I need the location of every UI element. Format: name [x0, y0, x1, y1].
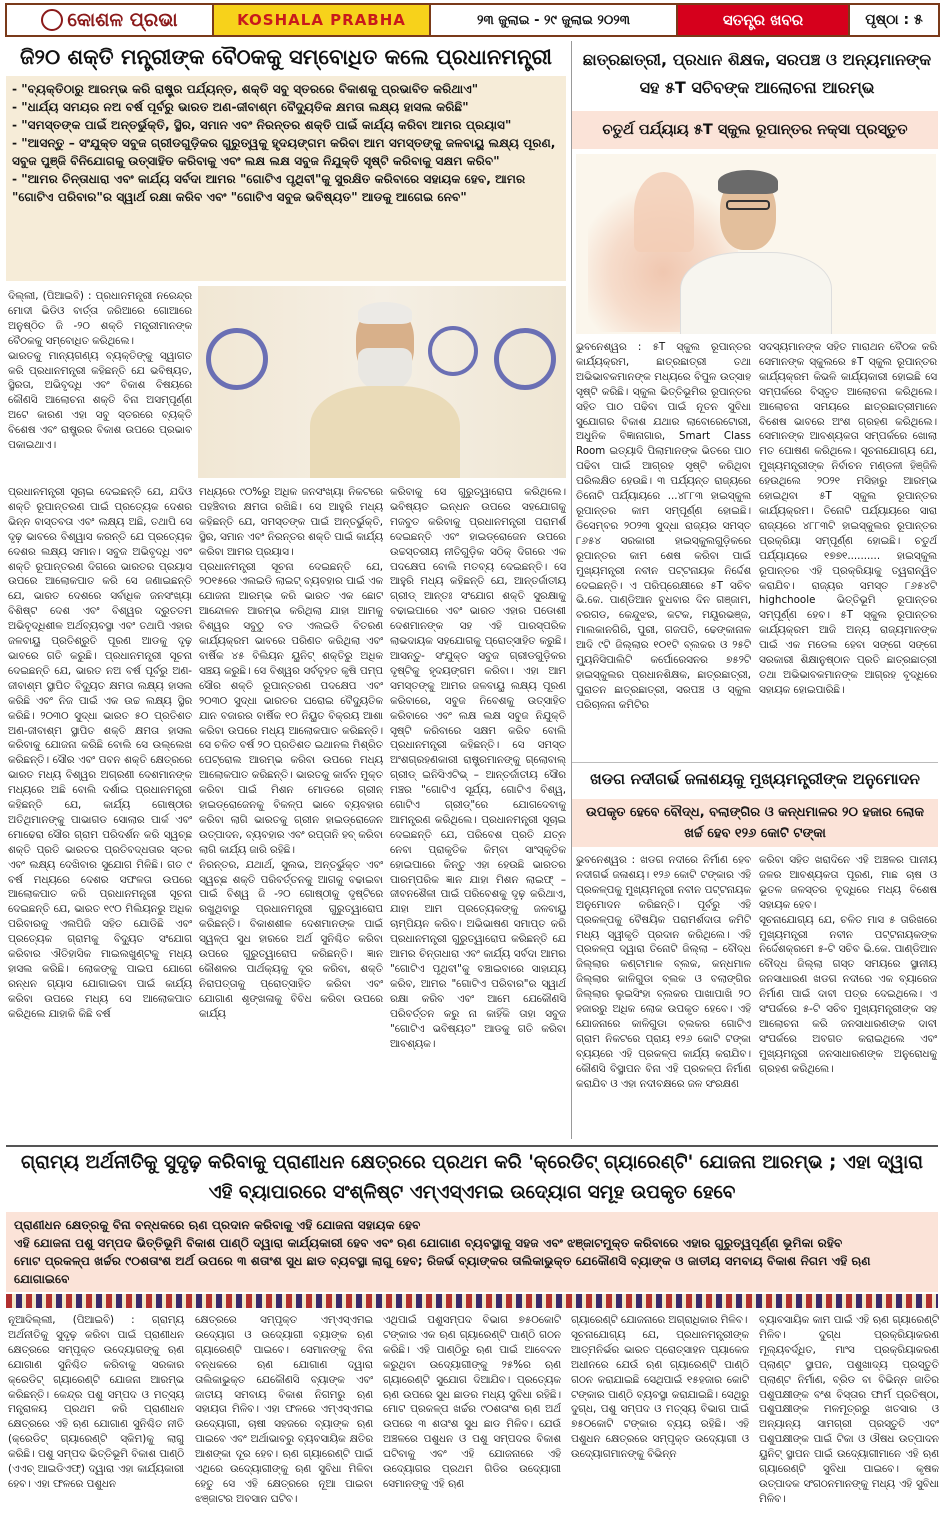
naveen-glasses: [726, 200, 770, 210]
naveen-patnaik-photo: [576, 154, 936, 334]
article1-bullet: - "ଆସନ୍ତୁ – ସଂଯୁକ୍ତ ସବୁଜ ଗ୍ରୀଡଗୁଡ଼ିକର ଗୁରୁତ୍ୱକୁ ହୃଦୟଙ୍ଗମ କରିବା ଆମ ସମସ୍ତଙ୍କୁ ଜଳବାୟୁ ଲକ୍ଷ୍ୟ ପୂରଣ, ସବୁଜ ପୁଞ୍ଜି ବିନିଯୋଗକୁ ଉତ୍ସାହିତ କରିବାକୁ ଏବଂ ଲକ୍ଷ ଲକ୍ଷ ସବୁଜ ନିଯୁକ୍ତି ସୃଷ୍ଟି କରିବାକୁ ସକ୍ଷମ କରିବ": [12, 136, 556, 168]
masthead: [5, 3, 940, 37]
article1-bullet: - "ଧାର୍ଯ୍ୟ ସମୟର ନଅ ବର୍ଷ ପୂର୍ବରୁ ଭାରତ ଅଣ-ଜୀବାଶ୍ମ ବୈଦ୍ୟୁତିକ କ୍ଷମତା ଲକ୍ଷ୍ୟ ହାସଲ କରିଛି": [12, 100, 469, 114]
article1-col3: କରିବାକୁ ସେ ଗୁରୁତ୍ୱାରୋପ କରିଥିଲେ। ଭବିଷ୍ୟତ ଇନ୍ଧନ ଉପରେ ସହଯୋଗକୁ ମଜବୁତ କରିବାକୁ ପ୍ରଧାନମନ୍ତ୍ରୀ ପରାମର୍ଶ ଦେଇଛନ୍ତି ଏବଂ ହାଇଡ୍ରୋଜେନ ଉପରେ ଉଚ୍ଚସ୍ତରୀୟ ନୀତିଗୁଡ଼ିକ ସଠିକ୍ ଦିଗରେ ଏକ ପଦକ୍ଷେପ ବୋଲି ମତବ୍ୟ ଦେଇଛନ୍ତି। ସେ ଆହୁରି ମଧ୍ୟ କହିଛନ୍ତି ଯେ, ଆନ୍ତର୍ଜାତୀୟ ଗ୍ରୀଡ୍ ଆନ୍ତଃ ସଂଯୋଗ ଶକ୍ତି ସୁରକ୍ଷାକୁ ବଢାଇପାରେ ଏବଂ ଭାରତ ଏହାର ପଡୋଶୀ ଦେଶମାନଙ୍କ ସହ ଏହି ପାରସ୍ପରିକ ଲାଭଦାୟକ ସହଯୋଗକୁ ପ୍ରୋତ୍ସାହିତ କରୁଛି। ଆସନ୍ତୁ- ସଂଯୁକ୍ତ ସବୁଜ ଗ୍ରୀଡଗୁଡ଼ିକର ଦୃଷ୍ଟିକୁ ହୃଦୟଙ୍ଗମ କରିବା। ଏହା ଆମ ସମସ୍ତଙ୍କୁ ଆମର ଜଳବାୟୁ ଲକ୍ଷ୍ୟ ପୂରଣ କରିବାରେ, ସବୁଜ ନିବେଶକୁ ଉତ୍ସାହିତ କରିବାରେ ଏବଂ ଲକ୍ଷ ଲକ୍ଷ ସବୁଜ ନିଯୁକ୍ତି ସୃଷ୍ଟି କରିବାରେ ସକ୍ଷମ କରିବ ବୋଲି ପ୍ରଧାନମନ୍ତ୍ରୀ କହିଛନ୍ତି। ସେ ସମସ୍ତ ଅଂଶଗ୍ରହଣକାରୀ ରାଷ୍ଟ୍ରମାନଙ୍କୁ ଗ୍ଲୋବାଲ୍ ଗ୍ରୀଡ୍ ଇନିସିଏଟିଭ୍ – ଆନ୍ତର୍ଜାତୀୟ ସୌର ମଞ୍ଚର "ଗୋଟିଏ ସୂର୍ଯ୍ୟ, ଗୋଟିଏ ବିଶ୍ୱ, ଗୋଟିଏ ଗ୍ରୀଡ୍"ରେ ଯୋଗଦେବାକୁ ଆମନ୍ତ୍ରଣ କରିଥିଲେ। ପ୍ରଧାନମନ୍ତ୍ରୀ ସୂଚାଇ ଦେଇଛନ୍ତି ଯେ, ପରିବେଶ ପ୍ରତି ଯତ୍ନ ନେବା ପ୍ରାକୃତିକ କିମ୍ବା ସାଂସ୍କୃତିକ ହୋଇପାରେ କିନ୍ତୁ ଏହା ହେଉଛି ଭାରତର ପାରମ୍ପରିକ ଜ୍ଞାନ ଯାହା ମିଶନ ଲାଇଫ୍ – ଜୀବନଶୈଳୀ ପାଇଁ ପରିବେଶକୁ ଦୃଢ଼ କରିଥାଏ, ଯାହା ଆମ ପ୍ରତ୍ୟେକଙ୍କୁ ଜଳବାୟୁ ଚାମ୍ପିୟନ କରିବ। ଅଭିଭାଷଣ ସମାପ୍ତ କରି ପ୍ରଧାନମନ୍ତ୍ରୀ ଗୁରୁତ୍ୱାରୋପ କରିଛନ୍ତି ଯେ ଆମର ଚିନ୍ତାଧାରା ଏବଂ କାର୍ଯ୍ୟ ସର୍ବଦା ଆମର "ଗୋଟିଏ ପୃଥିବୀ"କୁ ବଞ୍ଚାଇବାରେ ସାହାଯ୍ୟ କରିବ, ଆମର "ଗୋଟିଏ ପରିବାର"ର ସ୍ୱାର୍ଥ ରକ୍ଷା କରିବ ଏବଂ ଆମେ ଯେକୌଣସି ପରିବର୍ତ୍ତନ କରୁ ନା କାହିଁକି ତାହା ସବୁଜ "ଗୋଟିଏ ଭବିଷ୍ୟତ" ଆଡକୁ ଗତି କରିବା ଆବଶ୍ୟକ।: [390, 486, 566, 1050]
article3-subheadline: ଉପକୃତ ହେବେ ବୌଦ୍ଧ, ବଲାଙ୍ଗିର ଓ କନ୍ଧମାଳର ୨୦ ହଜାର ଲୋକ ଖର୍ଚ୍ଚ ହେବ ୧୨୬ କୋଟି ଟଙ୍କା: [572, 799, 938, 847]
article4-col4: ଗ୍ୟାରେଣ୍ଟି ଯୋଜନାରେ ଅଗ୍ରାଧିକାର ମିଳିବ। ସୂଚନାଯୋଗ୍ୟ ଯେ, ପ୍ରଧାନମନ୍ତ୍ରୀଙ୍କ ଆତ୍ମନିର୍ଭର ଭାରତ ପ୍ରୋତ୍ସାହନ ପ୍ୟାକେଜ ଅଧୀନରେ ଯେଉଁ ଋଣ ଗ୍ୟାରେଣ୍ଟି ପାଣ୍ଠି ଗଠନ କରାଯାଇଛି ସେଥିପାଇଁ ୧୫ହଜାର କୋଟି ଟଙ୍କାର ପାଣ୍ଠି ବ୍ୟବସ୍ଥା କରାଯାଇଛି। ସେଥିରୁ ଦୁଗ୍ଧ, ପଶୁ ସମ୍ପଦ ଓ ମତ୍ସ୍ୟ ବିଭାଗ ପାଇଁ ୭୫୦କୋଟି ଟଙ୍କାର ବ୍ୟୟ ରହିଛି। ଏହି ପଶୁଧନ କ୍ଷେତ୍ରରେ ସମ୍ପୃକ୍ତ ଉଦ୍ୟୋଗୀ ଓ ଉଦ୍ୟୋଗମାନଙ୍କୁ ବିଭିନ୍ନ: [571, 1314, 749, 1461]
article1-bullet: - "ବ୍ୟକ୍ତିଠାରୁ ଆରମ୍ଭ କରି ରାଷ୍ଟ୍ର ପର୍ଯ୍ୟନ୍ତ, ଶକ୍ତି ସବୁ ସ୍ତରରେ ବିକାଶକୁ ପ୍ରଭାବିତ କରିଥାଏ": [12, 82, 479, 96]
article4-headline: ଗ୍ରାମ୍ୟ ଅର୍ଥନୀତିକୁ ସୁଦୃଢ଼ କରିବାକୁ ପ୍ରାଣୀଧନ କ୍ଷେତ୍ରରେ ପ୍ରଥମ କରି 'କ୍ରେଡିଟ୍ ଗ୍ୟାରେଣ୍ଟି' ଯୋଜନା ଆରମ୍ଭ ; ଏହା ଦ୍ୱାରା ଏହି ବ୍ୟାପାରରେ ସଂଶ୍ଳିଷ୍ଟ ଏମ୍ଏସ୍ଏମଇ ଉଦ୍ୟୋଗ ସମୂହ ଉପକୃତ ହେବେ: [6, 1145, 938, 1209]
flag-chakra-mid-icon: [428, 326, 478, 376]
article4-summary: ପ୍ରାଣୀଧନ କ୍ଷେତ୍ରକୁ ବିନା ବନ୍ଧକରେ ଋଣ ପ୍ରଦାନ କରିବାକୁ ଏହି ଯୋଜନା ସହାୟକ ହେବ ଏହି ଯୋଜନା ପଶୁ ସମ୍ପଦ ଭିତ୍ତିଭୂମି ବିକାଶ ପାଣ୍ଠି ଦ୍ୱାରା କାର୍ଯ୍ୟକାରୀ ହେବ ଏବଂ ଋଣ ଯୋଗାଣ ବ୍ୟବସ୍ଥାକୁ ସହଜ ଏବଂ ଝଞ୍ଜାଟମୁକ୍ତ କରିବାରେ ଏହାର ଗୁରୁତ୍ୱପୂର୍ଣ୍ଣ ଭୂମିକା ରହିବ ମୋଟ ପ୍ରକଳ୍ପ ଖର୍ଚ୍ଚର ୯୦ଶତାଂଶ ଅର୍ଥ ଉପରେ ୩ ଶତାଂଶ ସୁଧ ଛାଡ ବ୍ୟବସ୍ଥା ଲାଗୁ ହେବ; ରିଜର୍ଭ ବ୍ୟାଙ୍କର ତାଲିକାଭୁକ୍ତ ଯେକୌଣସି ବ୍ୟାଙ୍କ ଓ ଜାତୀୟ ସମବାୟ ବିକାଶ ନିଗମ ଏହି ଋଣ ଯୋଗାଇବେ: [14, 1218, 871, 1286]
masthead-odia-title: କୋଶଳ ପ୍ରଭା: [67, 9, 178, 31]
flag-chakra-left-icon: [206, 328, 268, 390]
naveen-body: [680, 252, 832, 334]
modi-photo: [198, 286, 566, 478]
article4-col2: କ୍ଷେତ୍ରରେ ସମ୍ପୃକ୍ତ ଏମ୍ଏସ୍ଏମଇ ଉଦ୍ୟୋଗ ଓ ଉଦ୍ୟୋଗୀ ବ୍ୟାଙ୍କ ଋଣ ଗ୍ୟାରେଣ୍ଟି ପାଇବେ। ସେମାନଙ୍କୁ ବିନା ବନ୍ଧକରେ ଋଣ ଯୋଗାଣ ଦ୍ୱାରା ତାଲିକାଭୁକ୍ତ ଯେକୌଣସି ବ୍ୟାଙ୍କ ଏବଂ ଜାତୀୟ ସମବାୟ ବିକାଶ ନିଗମରୁ ଋଣ ସହାୟତା ମିଳିବ। ଏହା ଫଳରେ ଏମ୍ଏସ୍ଏମଇ ଉଦ୍ୟୋଗୀ, ଚାଷୀ ସହଜରେ ବ୍ୟାଙ୍କ ଋଣ ପାଇବେ ଏବଂ ଅର୍ଥାଭାବରୁ ବ୍ୟବସାୟିକ କ୍ଷତିର ଆଶଙ୍କା ଦୂର ହେବ। ଋଣ ଗ୍ୟାରେଣ୍ଟି ପାଇଁ ଏଥିରେ ଉଦ୍ୟୋଗୀଙ୍କୁ ଋଣ ସୁବିଧା ମିଳିବା ହେତୁ ସେ ଏହି କ୍ଷେତ୍ରରେ ନୂଆ ପାଇବା ଝଞ୍ଜାଟର ଅବସାନ ଘଟିବ।: [195, 1314, 373, 1505]
decorative-pattern-band: [6, 1294, 938, 1308]
article3-col1: ଭୁବନେଶ୍ୱର : ଖଡଗ ନଦୀରେ ନିର୍ମାଣ ହେବ ନଦୀଗର୍ଭ ଜଳାଶୟ। ୧୨୬ କୋଟି ଟଙ୍କାର ଏହି ପ୍ରକଳ୍ପକୁ ମୁଖ୍ୟମନ୍ତ୍ରୀ ନବୀନ ପଟ୍ଟନାୟକ ଅନୁମୋଦନ କରିଛନ୍ତି। ପୂର୍ବରୁ ଏହି ପ୍ରକଳ୍ପକୁ ବୈଷୟିକ ପରାମର୍ଶଦାତା କମିଟି ମଧ୍ୟ ସ୍ୱୀକୃତି ପ୍ରଦାନ କରିଥିଲେ। ଏହି ପ୍ରକଳ୍ପ ଦ୍ୱାରା ତିନୋଟି ଜିଲ୍ଲା – ବୌଦ୍ଧ ଜିଲ୍ଲାର କଣ୍ଟାମାଳ ବ୍ଲକ, କନ୍ଧମାଳ ଜିଲ୍ଲାର କାଳିଗୁଡା ବ୍ଲକ ଓ ବଲାଙ୍ଗିର ଜିଲ୍ଲାର ଲୁଇସିଂହା ବ୍ଲକର ପାଖାପାଖି ୨୦ ହଜାରରୁ ଅଧିକ ଲୋକ ଉପକୃତ ହେବେ। ଏହି ଯୋଜନାରେ କାଳିଗୁଡା ବ୍ଲକର ଗୋଟିଏ ଗ୍ରାମ ନିକଟରେ ପ୍ରାୟ ୧୨୬ କୋଟି ଟଙ୍କା ବ୍ୟୟରେ ଏହି ପ୍ରକଳ୍ପ କାର୍ଯ୍ୟ କରାଯିବ। କୌଣସି ବିସ୍ଥାପନ ବିନା ଏହି ପ୍ରକଳ୍ପ ନିର୍ମାଣ କରାଯିବ ଓ ଏହା ନଦୀବକ୍ଷରେ ଜଳ ସଂରକ୍ଷଣ: [576, 854, 751, 1090]
article1-col1-top: ଦିଲ୍ଲୀ, (ପିଆଇବି) : ପ୍ରଧାନମନ୍ତ୍ରୀ ନରେନ୍ଦ୍ର ମୋଦୀ ଭିଡିଓ ବାର୍ତ୍ତା ଜରିଆରେ ଗୋଆରେ ଅନୁଷ୍ଠିତ ଜି -୨୦ ଶକ୍ତି ମନ୍ତ୍ରୀମାନଙ୍କ ବୈଠକକୁ ସମ୍ବୋଧିତ କରିଥିଲେ। ଭାରତକୁ ମାନ୍ୟଗଣ୍ୟ ବ୍ୟକ୍ତିଙ୍କୁ ସ୍ୱାଗତ କରି ପ୍ରଧାନମନ୍ତ୍ରୀ କହିଛନ୍ତି ଯେ ଭବିଷ୍ୟତ, ସ୍ଥିରତା, ଅଭିବୃଦ୍ଧି ଏବଂ ବିକାଶ ବିଷୟରେ କୌଣସି ଆଲୋଚନା ଶକ୍ତି ବିନା ଅସମ୍ପୂର୍ଣ୍ଣ ଅଟେ କାରଣ ଏହା ସବୁ ସ୍ତରରେ ବ୍ୟକ୍ତି ବିଶେଷ ଏବଂ ରାଷ୍ଟ୍ରର ବିକାଶ ଉପରେ ପ୍ରଭାବ ପକାଇଥାଏ।: [8, 290, 192, 452]
masthead-logo-icon: [41, 9, 63, 31]
article3-col2: କରିବା ସହିତ ଖରାଦିନେ ଏହି ଅଞ୍ଚଳର ପାନୀୟ ଜଳର ଆବଶ୍ୟକତା ପୂରଣ, ମାଛ ଚାଷ ଓ ଭୂତଳ ଜଳସ୍ତର ବୃଦ୍ଧିରେ ମଧ୍ୟ ବିଶେଷ ସହାୟକ ହେବ। ସୂଚନାଯୋଗ୍ୟ ଯେ, ଚଳିତ ମାସ ୫ ତାରିଖରେ ମୁଖ୍ୟମନ୍ତ୍ରୀ ନବୀନ ପଟ୍ଟନାୟକଙ୍କ ନିର୍ଦ୍ଦେଶକ୍ରମେ ୫-ଟି ସଚିବ ଭି.କେ. ପାଣ୍ଡିଆନ ବୌଦ୍ଧ ଜିଲ୍ଲା ଗସ୍ତ ସମୟରେ ସ୍ଥାନୀୟ ଜନସାଧାରଣ ଖଡଗ ନଦୀରେ ଏକ ବ୍ୟାରେଜ ନିର୍ମାଣ ପାଇଁ ଦାବୀ ପତ୍ର ଦେଇଥିଲେ। ଏ ସଂପର୍କରେ ୫-ଟି ସଚିବ ମୁଖ୍ୟମନ୍ତ୍ରୀଙ୍କ ସହ ଆଲୋଚନା କରି ଜନସାଧାରଣଙ୍କ ଦାବୀ ସଂପର୍କରେ ଅବଗତ କରାଇଥିଲେ ଏବଂ ମୁଖ୍ୟମନ୍ତ୍ରୀ ଜନସାଧାରଣଙ୍କ ଅନୁରୋଧକୁ ଗ୍ରହଣ କରିଥିଲେ।: [759, 854, 937, 1075]
article4-summary-box: [6, 1212, 938, 1292]
article2-headline: ଛାତ୍ରଛାତ୍ରୀ, ପ୍ରଧାନ ଶିକ୍ଷକ, ସରପଞ୍ଚ ଓ ଅନ୍ୟମାନଙ୍କ ସହ ୫T ସଚିବଙ୍କ ଆଲୋଚନା ଆରମ୍ଭ: [582, 50, 932, 97]
naveen-hair: [718, 170, 778, 194]
masthead-english-title: KOSHALA PRABHA: [214, 5, 431, 35]
masthead-section: ସତନ୍ତ୍ର ଖବର: [678, 5, 850, 35]
article2-col2: ସଦସ୍ୟମାନଙ୍କ ସହିତ ମାରାଥନ ବୈଠକ କରି ସେମାନଙ୍କ ସ୍କୁଲରେ ୫T ସ୍କୁଲ ରୂପାନ୍ତର କାର୍ଯ୍ୟକ୍ରମ କିଭଳି କାର୍ଯ୍ୟକାରୀ ହୋଇଛି ସେ ସମ୍ପର୍କରେ ବିସ୍ତୃତ ଆଲୋଚନା କରିଥିଲେ। ଆଲୋଚନା ସମୟରେ ଛାତ୍ରଛାତ୍ରୀମାନେ ବିଶେଷ ଭାବରେ ଅଂଶ ଗ୍ରହଣ କରିଥିଲେ। ସେମାନଙ୍କ ଆବଶ୍ୟକତା ସମ୍ପର୍କରେ ଖୋଲା ମତ ପୋଷଣ କରିଥିଲେ। ସୂଚନାଯୋଗ୍ୟ ଯେ, ମୁଖ୍ୟମନ୍ତ୍ରୀଙ୍କ ନିର୍ବାଚନ ମଣ୍ଡଳୀ ହିଞ୍ଜିଳି ହେଉଥିଲେ ୨୦୨୧ ମସିହାରୁ ଆରମ୍ଭ ହୋଇଥିବା ୫T ସ୍କୁଲ ରୂପାନ୍ତର କାର୍ଯ୍ୟକ୍ରମ। ତିନୋଟି ପର୍ଯ୍ୟାୟରେ ସାରା ରାଜ୍ୟରେ ୪୮୮୩ଟି ହାଇସ୍କୁଲର ରୂପାନ୍ତର ପ୍ରକ୍ରିୟା ସମ୍ପୂର୍ଣ୍ଣ ହୋଇଛି। ଚତୁର୍ଥ ପର୍ଯ୍ୟାୟରେ ୧୭୭୧.......... ହାଇସ୍କୁଲ ରୂପାନ୍ତର ଏହି ପ୍ରକ୍ରିୟାକୁ ତ୍ୱରାନ୍ୱିତ କରାଯିବ। ରାଜ୍ୟର ସମସ୍ତ ୮୬୫୪ଟି highchoole ଭିତ୍ତିଭୂମି ରୂପାନ୍ତର ସମ୍ପୂର୍ଣ୍ଣ ହେବ। ୫T ସ୍କୁଲ ରୂପାନ୍ତର କାର୍ଯ୍ୟକ୍ରମ ଆଜି ଅନ୍ୟ ରାଜ୍ୟମାନଙ୍କ ପାଇଁ ଏକ ମଡେଲ ହେବା ସଙ୍ଗେ ସଙ୍ଗେ ସରକାରୀ ଶିକ୍ଷାନୁଷ୍ଠାନ ପ୍ରତି ଛାତ୍ରଛାତ୍ରୀ ତଥା ଅଭିଭାବକମାନଙ୍କ ଆଗ୍ରହ ବୃଦ୍ଧିରେ ସହାୟକ ହୋଇପାରିଛି।: [759, 341, 937, 696]
masthead-date: ୨୩ ଜୁଲାଇ - ୨୯ ଜୁଲାଇ ୨୦୨୩: [431, 5, 678, 35]
modi-body: [310, 386, 460, 478]
article1-bullet: - "ଆମର ଚିନ୍ତାଧାରା ଏବଂ କାର୍ଯ୍ୟ ସର୍ବଦା ଆମର "ଗୋଟିଏ ପୃଥିବୀ"କୁ ସୁରକ୍ଷିତ କରିବାରେ ସହାୟକ ହେବ, ଆମର "ଗୋଟିଏ ପରିବାର"ର ସ୍ୱାର୍ଥ ରକ୍ଷା କରିବ ଏବଂ "ଗୋଟିଏ ସବୁଜ ଭବିଷ୍ୟତ" ଆଡକୁ ଆଗେଇ ନେବ": [12, 172, 526, 204]
article3-headline: ଖଡଗ ନଦୀଗର୍ଭ ଜଳାଶୟକୁ ମୁଖ୍ୟମନ୍ତ୍ରୀଙ୍କ ଅନୁମୋଦନ: [572, 762, 938, 796]
article2-subheadline: ଚତୁର୍ଥ ପର୍ଯ୍ୟାୟ ୫T ସ୍କୁଲ ରୂପାନ୍ତର ନକ୍ସା ପ୍ରସ୍ତୁତ: [572, 111, 938, 149]
flag-chakra-right-icon: [494, 328, 556, 390]
article4-col3: ଏଥିପାଇଁ ପଶୁସମ୍ପଦ ବିଭାଗ ୭୫୦କୋଟି ଟଙ୍କାର ଏକ ଋଣ ଗ୍ୟାରେଣ୍ଟି ପାଣ୍ଠି ଗଠନ କରିଛି। ଏହି ପାଣ୍ଠିରୁ ଋଣ ପାଇଁ ଆବେଦନ କରୁଥିବା ଉଦ୍ୟୋଗୀଙ୍କୁ ୨୫%ର ଋଣ ଗ୍ୟାରେଣ୍ଟି ସୁଯୋଗ ଦିଆଯିବ। ପ୍ରତ୍ୟେକ ଋଣ ଉପରେ ସୁଧ ଛାଡର ମଧ୍ୟ ସୁବିଧା ରହିଛି। ମୋଟ ପ୍ରକଳ୍ପ ଖର୍ଚ୍ଚର ୯୦ଶତାଂଶ ଋଣ ଅର୍ଥ ଉପରେ ୩ ଶତାଂଶ ସୁଧ ଛାଡ ମିଳିବ। ଯେଉଁ ଅଞ୍ଚଳରେ ପଶୁଧନ ଓ ପଶୁ ସମ୍ପଦର ବିକାଶ ଘଟିବାକୁ ଏବଂ ଏହି ଯୋଜନାରେ ଏହି ଉଦ୍ୟୋଗର ପ୍ରଥମ ଗିଡିର ଉଦ୍ୟୋଗୀ ସେମାନଙ୍କୁ ଏହି ଋଣ: [383, 1314, 561, 1490]
article1-col1-bottom: ପ୍ରଧାନମନ୍ତ୍ରୀ ସୂଚାଇ ଦେଇଛନ୍ତି ଯେ, ଯଦିଓ ଶକ୍ତି ରୂପାନ୍ତରଣ ପାଇଁ ପ୍ରତ୍ୟେକ ଦେଶର ଭିନ୍ନ ବାସ୍ତବତା ଏବଂ ଲକ୍ଷ୍ୟ ଅଛି, ତଥାପି ସେ ଦୃଢ଼ ଭାବରେ ବିଶ୍ୱାସ କରନ୍ତି ଯେ ପ୍ରତ୍ୟେକ ଦେଶର ଲକ୍ଷ୍ୟ ସମାନ। ସବୁଜ ଅଭିବୃଦ୍ଧି ଏବଂ ଶକ୍ତି ରୂପାନ୍ତରଣ ଦିଗରେ ଭାରତର ପ୍ରୟାସ ଉପରେ ଆଲୋକପାତ କରି ସେ ଜଣାଇଛନ୍ତି ଯେ, ଭାରତ ଦେଶରେ ସର୍ବାଧିକ ଜନସଂଖ୍ୟା ବିଶିଷ୍ଟ ଦେଶ ଏବଂ ବିଶ୍ୱର ଦ୍ରୁତତମ ଅଭିବୃଦ୍ଧିଶୀଳ ଅର୍ଥବ୍ୟବସ୍ଥା ଏବଂ ତଥାପି ଏହାର ଜଳବାୟୁ ପ୍ରତିଶ୍ରୁତି ପୂରଣ ଆଡକୁ ଦୃଢ଼ ଭାବରେ ଗତି କରୁଛି। ପ୍ରଧାନମନ୍ତ୍ରୀ ସୂଚନା ଦେଇଛନ୍ତି ଯେ, ଭାରତ ନଅ ବର୍ଷ ପୂର୍ବରୁ ଅଣ-ଜୀବାଶ୍ମ ସ୍ଥାପିତ ବିଦ୍ୟୁତ କ୍ଷମତା ଲକ୍ଷ୍ୟ ହାସଲ କରିଛି ଏବଂ ନିଜ ପାଇଁ ଏକ ଉଚ୍ଚ ଲକ୍ଷ୍ୟ ସ୍ଥିର କରିଛି। ୨୦୩୦ ସୁଦ୍ଧା ଭାରତ ୫୦ ପ୍ରତିଶତ ଅଣ-ଜୀବାଶ୍ମ ସ୍ଥାପିତ ଶକ୍ତି କ୍ଷମତା ହାସଲ କରିବାକୁ ଯୋଜନା କରିଛି ବୋଲି ସେ ଉଲ୍ଲେଖ କରିଛନ୍ତି। ସୌର ଏବଂ ପବନ ଶକ୍ତି କ୍ଷେତ୍ରରେ ଭାରତ ମଧ୍ୟ ବିଶ୍ୱର ଅଗ୍ରଣୀ ଦେଶମାନଙ୍କ ମଧ୍ୟରେ ଅଛି ବୋଲି ଦର୍ଶାଇ ପ୍ରଧାନମନ୍ତ୍ରୀ କହିଛନ୍ତି ଯେ, କାର୍ଯ୍ୟ ଗୋଷ୍ଠୀର ଅତିଥିମାନଙ୍କୁ ପାଭାଗଡ ସୋଲାର ପାର୍କ ଏବଂ ମୋଢେରା ସୌର ଗ୍ରାମ ପରିଦର୍ଶନ କରି ସ୍ୱଚ୍ଛ ଶକ୍ତି ପ୍ରତି ଭାରତର ପ୍ରତିବଦ୍ଧତାର ସ୍ତର ଏବଂ ଲକ୍ଷ୍ୟ ଦେଖିବାର ସୁଯୋଗ ମିଳିଛି। ଗତ ୯ ବର୍ଷ ମଧ୍ୟରେ ଦେଶର ସଫଳତା ଉପରେ ଆଲୋକପାତ କରି ପ୍ରଧାନମନ୍ତ୍ରୀ ସୂଚନା ଦେଇଛନ୍ତି ଯେ, ଭାରତ ୧୯୦ ମିଲିୟନରୁ ଅଧିକ ପରିବାରକୁ ଏଲପିଜି ସହିତ ଯୋଡିଛି ଏବଂ ପ୍ରତ୍ୟେକ ଗ୍ରାମକୁ ବିଦ୍ୟୁତ ସଂଯୋଗ କରିବାର ଐତିହାସିକ ମାଇଲଖୁଣ୍ଟକୁ ମଧ୍ୟ ହାସଲ କରିଛି। ଲୋକଙ୍କୁ ପାଇପ ଯୋଗେ ରନ୍ଧନ ଗ୍ୟାସ ଯୋଗାଇବା ପାଇଁ କାର୍ଯ୍ୟ କରିବା ଉପରେ ମଧ୍ୟ ସେ ଆଲୋକପାତ କରିଥିଲେ ଯାହାକି କିଛି ବର୍ଷ: [8, 486, 192, 1020]
modi-hair: [358, 302, 412, 324]
article1-col2: ମଧ୍ୟରେ ୯୦%ରୁ ଅଧିକ ଜନସଂଖ୍ୟା ନିକଟରେ ପହଞ୍ଚିବାର କ୍ଷମତା ରଖିଛି। ସେ ଆହୁରି ମଧ୍ୟ କହିଛନ୍ତି ଯେ, ସମସ୍ତଙ୍କ ପାଇଁ ଅନ୍ତର୍ଭୁକ୍ତି, ସ୍ଥିର, ସମାନ ଏବଂ ନିରନ୍ତର ଶକ୍ତି ପାଇଁ କାର୍ଯ୍ୟ କରିବା ଆମର ପ୍ରୟାସ। ପ୍ରଧାନମନ୍ତ୍ରୀ ସୂଚନା ଦେଇଛନ୍ତି ଯେ, ୨୦୧୫ରେ ଏଲଇଡି ଲାଇଟ୍ ବ୍ୟବହାର ପାଇଁ ଏକ ଯୋଜନା ଆରମ୍ଭ କରି ଭାରତ ଏକ ଛୋଟ ଆନ୍ଦୋଳନ ଆରମ୍ଭ କରିଥିଲା ଯାହା ଆମକୁ ବିଶ୍ୱର ସବୁଠୁ ବଡ ଏଲଇଡି ବିତରଣ କାର୍ଯ୍ୟକ୍ରମ ଭାବରେ ପରିଣତ କରିଥିଲା ଏବଂ ବାର୍ଷିକ ୪୫ ବିଲିୟନ ୟୁନିଟ୍ ଶକ୍ତିରୁ ଅଧିକ ସଞ୍ଚୟ କରୁଛି। ସେ ବିଶ୍ୱର ସର୍ବବୃହତ କୃଷି ପମ୍ପ ସୌର ଶକ୍ତି ରୂପାନ୍ତରଣ ପଦକ୍ଷେପ ଏବଂ ୨୦୩୦ ସୁଦ୍ଧା ଭାରତର ଘରୋଇ ବୈଦ୍ୟୁତିକ ଯାନ ବଜାରର ବାର୍ଷିକ ୧୦ ନିୟୁତ ବିକ୍ରୟ ଆଶା କରିବା ଉପରେ ମଧ୍ୟ ଆଲୋକପାତ କରିଛନ୍ତି। ସେ ଚଳିତ ବର୍ଷ ୨୦ ପ୍ରତିଶତ ଇଥାନଲ ମିଶ୍ରିତ ପେଟ୍ରୋଲ ଆରମ୍ଭ କରିବା ଉପରେ ମଧ୍ୟ ଆଲୋକପାତ କରିଛନ୍ତି। ଭାରତକୁ କାର୍ବନ ମୁକ୍ତ କରିବା ପାଇଁ ମିଶନ ମୋଡରେ ଗ୍ରୀନ୍ ହାଇଡ୍ରୋଜେନକୁ ବିକଳ୍ପ ଭାବେ ବ୍ୟବହାର କରିବା ଲାଗି ଭାରତକୁ ଗ୍ରୀନ ହାଇଡ୍ରୋଜେନ ଉତ୍ପାଦନ, ବ୍ୟବହାର ଏବଂ ରପ୍ତାନି ହବ୍ କରିବା ଲାଗି କାର୍ଯ୍ୟ ଜାରି ରହିଛି। ନିରନ୍ତର, ଯଥାର୍ଥ, ସୁଲଭ, ଅନ୍ତର୍ଭୁକ୍ତ ଏବଂ ସ୍ୱଚ୍ଛ ଶକ୍ତି ପରିବର୍ତ୍ତନକୁ ଆଗକୁ ବଢାଇବା ପାଇଁ ବିଶ୍ୱ ଜି -୨୦ ଗୋଷ୍ଠୀକୁ ଦୃଷ୍ଟିରେ ରଖୁଥିବାରୁ ପ୍ରଧାନମନ୍ତ୍ରୀ ଗୁରୁତ୍ୱାରୋପ କରିଛନ୍ତି। ବିକାଶଶୀଳ ଦେଶମାନଙ୍କ ପାଇଁ ସ୍ୱଳ୍ପ ସୁଧ ହାରରେ ଅର୍ଥ ସୁନିଶ୍ଚିତ କରିବା ଉପରେ ଗୁରୁତ୍ୱାରୋପ କରିଛନ୍ତି। ଜ୍ଞାନ କୌଶଳର ପାର୍ଥକ୍ୟକୁ ଦୂର କରିବା, ଶକ୍ତି ନିରାପତ୍ତାକୁ ପ୍ରୋତ୍ସାହିତ କରିବା ଏବଂ ଯୋଗାଣ ଶୃଙ୍ଖଳାକୁ ବିବିଧ କରିବା ଉପରେ କାର୍ଯ୍ୟ: [199, 486, 383, 1020]
article4-col1: ନୂଆଦିଲ୍ଲୀ, (ପିଆଇବି) : ଗ୍ରାମ୍ୟ ଅର୍ଥନୀତିକୁ ସୁଦୃଢ଼ କରିବା ପାଇଁ ପ୍ରାଣୀଧନ କ୍ଷେତ୍ରରେ ସମ୍ପୃକ୍ତ ଉଦ୍ୟୋଗଙ୍କୁ ଋଣ ଯୋଗାଣ ସୁନିଶ୍ଚିତ କରିବାକୁ ସରକାର କ୍ରେଡିଟ୍ ଗ୍ୟାରେଣ୍ଟି ଯୋଜନା ଆରମ୍ଭ କରିଛନ୍ତି। କେନ୍ଦ୍ର ପଶୁ ସମ୍ପଦ ଓ ମତ୍ସ୍ୟ ମନ୍ତ୍ରାଳୟ ପ୍ରଥମ କରି ପ୍ରାଣୀଧନ କ୍ଷେତ୍ରରେ ଏହି ଋଣ ଯୋଗାଣ ସୁନିଶ୍ଚିତ ନୀତି (କ୍ରେଡିଟ୍ ଗ୍ୟାରେଣ୍ଟି ସ୍କିମ)କୁ ଲାଗୁ କରିଛି। ପଶୁ ସମ୍ପଦ ଭିତ୍ତିଭୂମି ବିକାଶ ପାଣ୍ଠି (ଏଏଚ୍ ଆଇଡିଏଫ୍) ଦ୍ୱାରା ଏହା କାର୍ଯ୍ୟକାରୀ ହେବ। ଏହା ଫଳରେ ପଶୁଧନ: [8, 1314, 184, 1490]
article1-bullet: - "ସମସ୍ତଙ୍କ ପାଇଁ ଅନ୍ତର୍ଭୁକ୍ତି, ସ୍ଥିର, ସମାନ ଏବଂ ନିରନ୍ତର ଶକ୍ତି ପାଇଁ କାର୍ଯ୍ୟ କରିବା ଆମର ପ୍ରୟାସ": [12, 118, 512, 132]
masthead-logo: [7, 5, 214, 35]
column-divider: [571, 41, 572, 1139]
masthead-page-number: ପୃଷ୍ଠା : ୫: [850, 5, 938, 35]
article1-quote-box: [6, 76, 566, 281]
temple-spire: [634, 172, 694, 252]
article2-col1: ଭୁବନେଶ୍ୱର : ୫T ସ୍କୁଲ ରୂପାନ୍ତର କାର୍ଯ୍ୟକ୍ରମ, ଛାତ୍ରଛାତ୍ରୀ ତଥା ଅଭିଭାବକମାନଙ୍କ ମଧ୍ୟରେ ବିପୁଳ ଉତ୍ସାହ ସୃଷ୍ଟି କରିଛି। ସ୍କୁଲ ଭିତ୍ତିଭୂମିର ରୂପାନ୍ତର ସହିତ ପାଠ ପଢିବା ପାଇଁ ନୂତନ ସୁବିଧା ସୁଯୋଗର ବିକାଶ ଯଥାର ଲାବୋରେଟୋରୀ, ଅଧୁନିକ ବିଜ୍ଞାନାଗାର, Smart Class Room ଇତ୍ୟାଦି ପିଲାମାନଙ୍କ ଭିତରେ ପାଠ ପଢିବା ପାଇଁ ଆଗ୍ରହ ସୃଷ୍ଟି କରିଥିବା ପରିଲକ୍ଷିତ ହେଉଛି। ୩ ପର୍ଯ୍ୟନ୍ତ ରାଜ୍ୟରେ ତିନୋଟି ପର୍ଯ୍ୟାୟରେ ...୪୮୮୩ ହାଇସ୍କୁଲ ରୂପାନ୍ତର କାମ ସମ୍ପୂର୍ଣ୍ଣ ହୋଇଛି। ଡିସେମ୍ବର ୨୦୨୩ ସୁଦ୍ଧା ରାଜ୍ୟର ସମସ୍ତ ୮୬୫୪ ସରକାରୀ ହାଇସ୍କୁଲଗୁଡ଼ିକରେ ରୂପାନ୍ତର କାମ ଶେଷ କରିବା ପାଇଁ ମୁଖ୍ୟମନ୍ତ୍ରୀ ନବୀନ ପଟ୍ଟନାୟକ ନିର୍ଦ୍ଦେଶ ଦେଇଛନ୍ତି। ଏ ପରିପ୍ରେକ୍ଷୀରେ ୫T ସଚିବ ଭି.କେ. ପାଣ୍ଡିଆନ ବୁଧବାର ଦିନ ଗଞ୍ଜାମ, ବରଗଡ, କେନ୍ଦୁଝର, କଟକ, ମୟୂରଭଞ୍ଜ, ମାଲକାନଗିରି, ପୁରୀ, ଗଜପତି, ଢେଙ୍କାନାଳ ଆଦି ୯ଟି ଜିଲ୍ଲାର ୧୦୧ଟି ବ୍ଲକର ଓ ୨୫ଟି ମ୍ୟୁନିସିପାଲିଟି କର୍ପୋରେସନର ୭୫୨ଟି ହାଇସ୍କୁଲର ପ୍ରଧାନଶିକ୍ଷକ, ଛାତ୍ରଛାତ୍ରୀ, ପୁରାତନ ଛାତ୍ରଛାତ୍ରୀ, ସରପଞ୍ଚ ଓ ସ୍କୁଲ ପରିଚାଳନା କମିଟିର: [576, 341, 751, 711]
article4-col5: ବ୍ୟାବସାୟିକ କାମ ପାଇଁ ଏହି ଋଣ ଗ୍ୟାରେଣ୍ଟି ମିଳିବ। ଦୁଗ୍ଧ ପ୍ରକ୍ରିୟାକରଣ ମୂଲ୍ୟବର୍ଦ୍ଧିତ, ମାଂସ ପ୍ରକ୍ରିୟାକରଣ ପ୍ଲାଣ୍ଟ ସ୍ଥାପନ, ପଶୁଖାଦ୍ୟ ପ୍ରସ୍ତୁତି ପ୍ଲାଣ୍ଟ ନିର୍ମାଣ, ବ୍ରିଡ ବା ବିଭିନ୍ନ ଜାତିର ପଶୁପକ୍ଷୀଙ୍କ ବଂଶ ବିସ୍ତାର ଫାର୍ମ ପ୍ରତିଷ୍ଠା, ପଶୁପକ୍ଷୀଙ୍କ ମଳମୂତ୍ରରୁ ଖତସାର ଓ ଅନ୍ୟାନ୍ୟ ସାମଗ୍ରୀ ପ୍ରସ୍ତୁତି ଏବଂ ପଶୁପକ୍ଷୀଙ୍କ ପାଇଁ ଟିକା ଓ ଔଷଧ ଉତ୍ପାଦନ ୟୁନିଟ୍ ସ୍ଥାପନ ପାଇଁ ଉଦ୍ୟୋଗୀମାନେ ଏହି ଋଣ ଗ୍ୟାରେଣ୍ଟି ସୁବିଧା ପାଇବେ। କୃଷକ ଉତ୍ପାଦକ ସଂଗଠନମାନଙ୍କୁ ମଧ୍ୟ ଏହି ସୁବିଧା ମିଳିବ।: [759, 1314, 939, 1505]
article1-headline: ଜି୨୦ ଶକ୍ତି ମନ୍ତ୍ରୀଙ୍କ ବୈଠକକୁ ସମ୍ବୋଧିତ କଲେ ପ୍ରଧାନମନ୍ତ୍ରୀ: [20, 44, 552, 69]
